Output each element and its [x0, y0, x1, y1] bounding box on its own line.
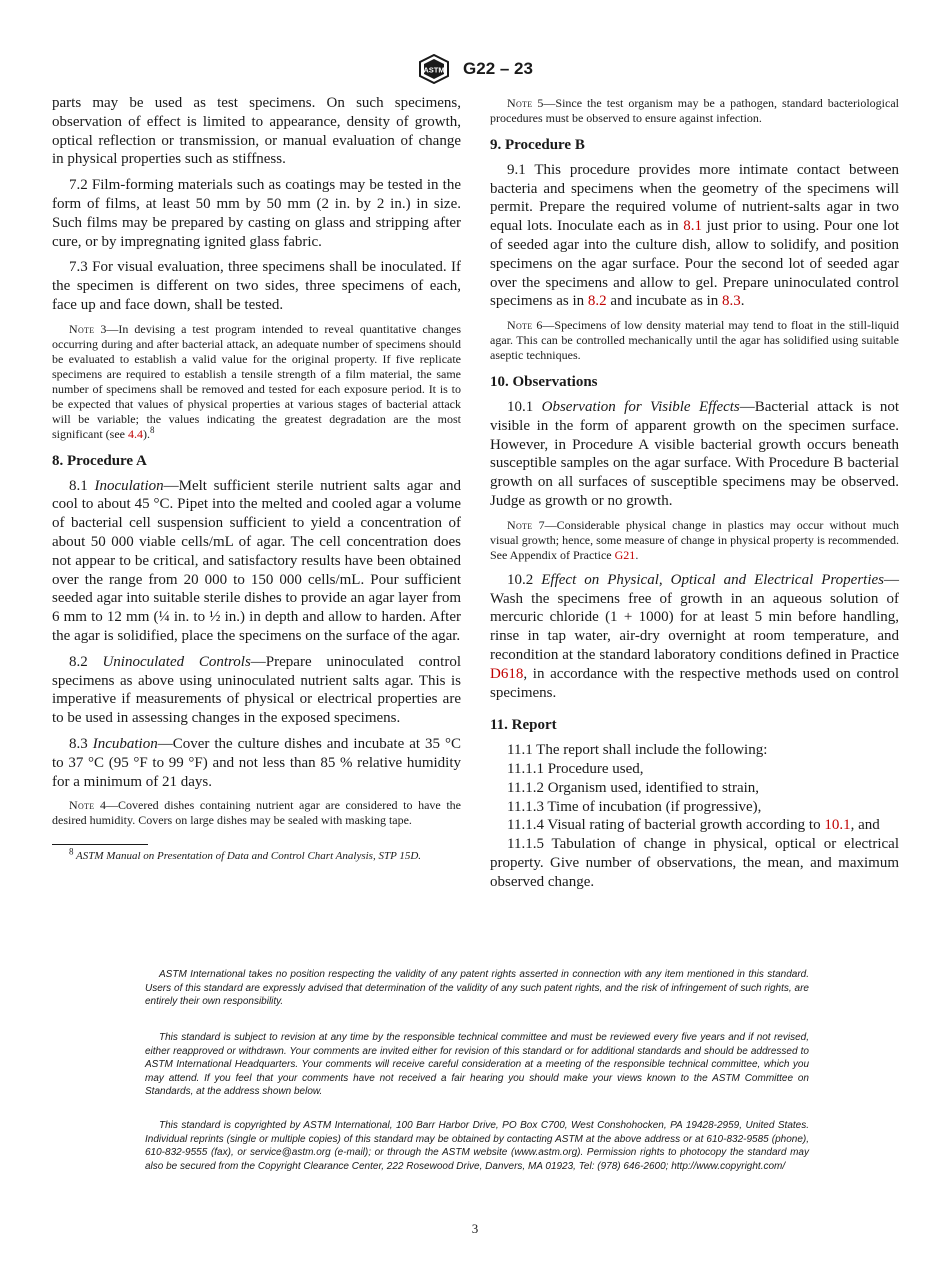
paragraph-10-2 [490, 571, 899, 703]
para-text: and incubate as in [606, 293, 723, 310]
para-text: . [740, 293, 745, 310]
note-text-end: ). [142, 426, 150, 441]
para-num: 8.1 [69, 477, 95, 494]
para-num: 10.1 [507, 398, 542, 415]
para-text: 9.1 This procedure provides more intimate contact between bacteria and specimens when the geometry of the specimens will permit. Prepare the required volume of nutrient-salts agar in two equal lots. Inoculate each as in [490, 161, 899, 235]
page-header [0, 54, 950, 84]
note-label: Note [507, 318, 533, 333]
note-7 [490, 518, 899, 563]
footnote-divider [52, 844, 148, 845]
left-column [52, 94, 461, 863]
note-4 [52, 798, 461, 828]
note-text: 3—In devising a test program intended to reveal quantitative changes occurring during and after bacterial attack, an adequate number of specimens should be evaluated to establish a valid value for the original property. If five replicate specimens are required to establish a tensile strength of a film material, the same number of specimens shall be removed and tested for each exposure period. It is to be expected that values of physical properties at various stages of bacterial attack will be variable; the values indicating the greatest degradation are the most significant (see [52, 321, 461, 441]
para-num: 10.2 [507, 571, 542, 588]
note-6 [490, 318, 899, 363]
revision-disclaimer: This standard is subject to revision at any time by the responsible technical committee and must be reviewed every five years and if not revised, either reapproved or withdrawn. Your comments are invited either for revision of this standard or for additional standards and should be addressed to ASTM International Headquarters. Your comments will receive careful consideration at a meeting of the responsible technical committee, which you may attend. If you feel that your comments have not received a fair hearing you should make your views known to the ASTM Committee on Standards, at the address shown below. [145, 1032, 809, 1098]
document-designation: G22 – 23 [463, 59, 533, 78]
note-3 [52, 322, 461, 442]
para-text: —Wash the specimens free of growth in an aqueous solution of mercuric chloride (1 + 1000) for at least 5 min before handling, rinse in tap water, air-dry overnight at room temperature, and recondition at the standard laboratory conditions defined in Practice [490, 571, 899, 663]
paragraph-10-1 [490, 398, 899, 511]
note-text: 7—Considerable physical change in plastics may occur without much visual growth; hence, some measure of change in physical property is recommended. See Appendix of Practice [490, 517, 899, 562]
ref-link-4-4[interactable]: 4.4 [127, 426, 143, 441]
ref-link-8-2[interactable]: 8.2 [587, 293, 607, 310]
paragraph-9-1 [490, 161, 899, 311]
section-heading-9: 9. Procedure B [490, 137, 585, 153]
ref-link-d618[interactable]: D618 [490, 665, 524, 682]
footnote-text: ASTM Manual on Presentation of Data and Control Chart Analysis, STP 15D. [73, 850, 422, 863]
astm-logo [417, 54, 451, 84]
para-num: 8.3 [69, 735, 93, 752]
footnote-marker[interactable]: 8 [149, 424, 155, 435]
para-title: Uninoculated Controls [102, 653, 251, 670]
para-title: Incubation [92, 735, 158, 752]
report-item-11-1-3: 11.1.3 Time of incubation (if progressive), [507, 798, 762, 815]
para-text: —Cover the culture dishes and incubate at 35 °C to 37 °C (95 °F to 99 °F) and not less than 85 % relative humidity for a minimum of 21 days. [52, 735, 461, 790]
section-heading-10: 10. Observations [490, 374, 598, 391]
paragraph-7-3: 7.3 For visual evaluation, three specimens shall be inoculated. If the specimen is different on two sides, three specimens of each, face up and face down, shall be tested. [52, 259, 461, 313]
svg-text:ASTM: ASTM [423, 65, 445, 75]
para-text: —Prepare uninoculated control specimens as above using uninoculated nutrient salts agar. This is imperative if measurements of physical or electrical properties are to be used in assessing changes in the exposed specimens. [52, 653, 461, 727]
ref-link-8-3[interactable]: 8.3 [722, 293, 741, 310]
para-title: Inoculation [94, 477, 164, 494]
note-text: 5—Since the test organism may be a pathogen, standard bacteriological procedures must be observed to ensure against infection. [490, 96, 899, 125]
note-label: Note [507, 96, 533, 110]
footnote-number: 8 [69, 846, 74, 857]
patent-disclaimer: ASTM International takes no position respecting the validity of any patent rights asserted in connection with any item mentioned in this standard. Users of this standard are expressly advised that determination of the validity of any such patent rights, and the risk of infringement of such rights, are entirely their own responsibility. [145, 969, 809, 1008]
para-text: —Bacterial attack is not visible in the form of apparent growth on the specimen surface. However, in Procedure A visible bacterial growth occurs beneath susceptible samples on the agar surface. With Procedure B bacterial growth on all surfaces of susceptible specimens may be observed. Judge as growth or no growth. [490, 398, 899, 509]
report-item-11-1-1: 11.1.1 Procedure used, [507, 760, 644, 777]
note-text: 6—Specimens of low density material may tend to float in the still-liquid agar. This can be controlled mechanically until the agar has solidified using suitable aseptic techniques. [490, 318, 899, 363]
copyright-notice: This standard is copyrighted by ASTM International, 100 Barr Harbor Drive, PO Box C700, West Conshohocken, PA 19428-2959, United States. Individual reprints (single or multiple copies) of this standard may be obtained by contacting ASTM at the above address or at 610-832-9585 (phone), 610-832-9555 (fax), or service@astm.org (e-mail); or through the ASTM website (www.astm.org). Permission rights to photocopy the standard may also be secured from the Copyright Clearance Center, 222 Rosewood Drive, Danvers, MA 01923, Tel: (978) 646-2600; http://www.copyright.com/ [145, 1120, 809, 1172]
para-text: just prior to using. Pour one lot of seeded agar into the culture dish, allow to solidify, and position specimens on the agar surface. Pour the second lot of seeded agar over the specimens and allow to gel. Prepare uninoculated control specimens as in [490, 218, 899, 310]
note-text: 4—Covered dishes containing nutrient agar are considered to have the desired humidity. Covers on large dishes may be sealed with masking tape. [52, 798, 461, 828]
paragraph-8-2 [52, 653, 461, 728]
paragraph-7-2: 7.2 Film-forming materials such as coatings may be tested in the form of films, at least 50 mm by 50 mm (2 in. by 2 in.) in size. Such films may be prepared by casting on glass and stripping after cure, or by impregnating ignited glass fabric. [52, 177, 461, 250]
item-text-end: , and [850, 817, 880, 834]
report-item-11-1-5: 11.1.5 Tabulation of change in physical, optical or electrical property. Give number of observations, the mean, and maximum observed change. [490, 836, 899, 890]
section-heading-11: 11. Report [490, 717, 557, 734]
ref-link-10-1[interactable]: 10.1 [824, 817, 851, 834]
item-text: 11.1.4 Visual rating of bacterial growth according to [507, 817, 825, 834]
section-heading-8: 8. Procedure A [52, 452, 147, 469]
note-label: Note [69, 798, 95, 813]
ref-link-g21[interactable]: G21 [614, 547, 636, 562]
para-text-end: , in accordance with the respective methods used on control specimens. [490, 665, 899, 701]
para-title: Effect on Physical, Optical and Electrical Properties [541, 571, 884, 588]
paragraph-continued: parts may be used as test specimens. On such specimens, observation of effect is limited to appearance, density of growth, optical reflection or transmission, or manual evaluation of change in physical properties such as stiffness. [52, 95, 461, 168]
note-text-end: . [635, 547, 639, 562]
report-item-11-1-4 [490, 816, 899, 835]
note-label: Note [507, 517, 533, 532]
footnote-8 [52, 846, 461, 863]
para-text: —Melt sufficient sterile nutrient salts agar and cool to about 45 °C. Pipet into the melted and cooled agar a volume of bacterial cell suspension sufficient to yield a concentration of about 50 000 viable cells/mL of agar. The cell concentration does not appear to be critical, and satisfactory results have been obtained over the range from 20 000 to 150 000 cells/mL. Pour sufficient seeded agar into suitable sterile dishes to provide an agar layer from 6 mm to 12 mm (¼ in. to ½ in.) in depth and allow to harden. After the agar is solidified, place the specimens on the surface of the agar. [52, 477, 462, 644]
ref-link-8-1[interactable]: 8.1 [683, 218, 702, 235]
page-number: 3 [471, 1221, 479, 1236]
note-5 [490, 96, 899, 126]
report-item-11-1: 11.1 The report shall include the following: [507, 742, 768, 759]
report-item-11-1-2: 11.1.2 Organism used, identified to strain, [507, 779, 760, 796]
report-list [490, 741, 899, 891]
right-column [490, 94, 899, 892]
para-num: 8.2 [69, 653, 103, 670]
note-label: Note [69, 321, 95, 336]
paragraph-8-1 [52, 477, 461, 646]
para-title: Observation for Visible Effects [541, 398, 740, 415]
paragraph-8-3 [52, 735, 461, 791]
